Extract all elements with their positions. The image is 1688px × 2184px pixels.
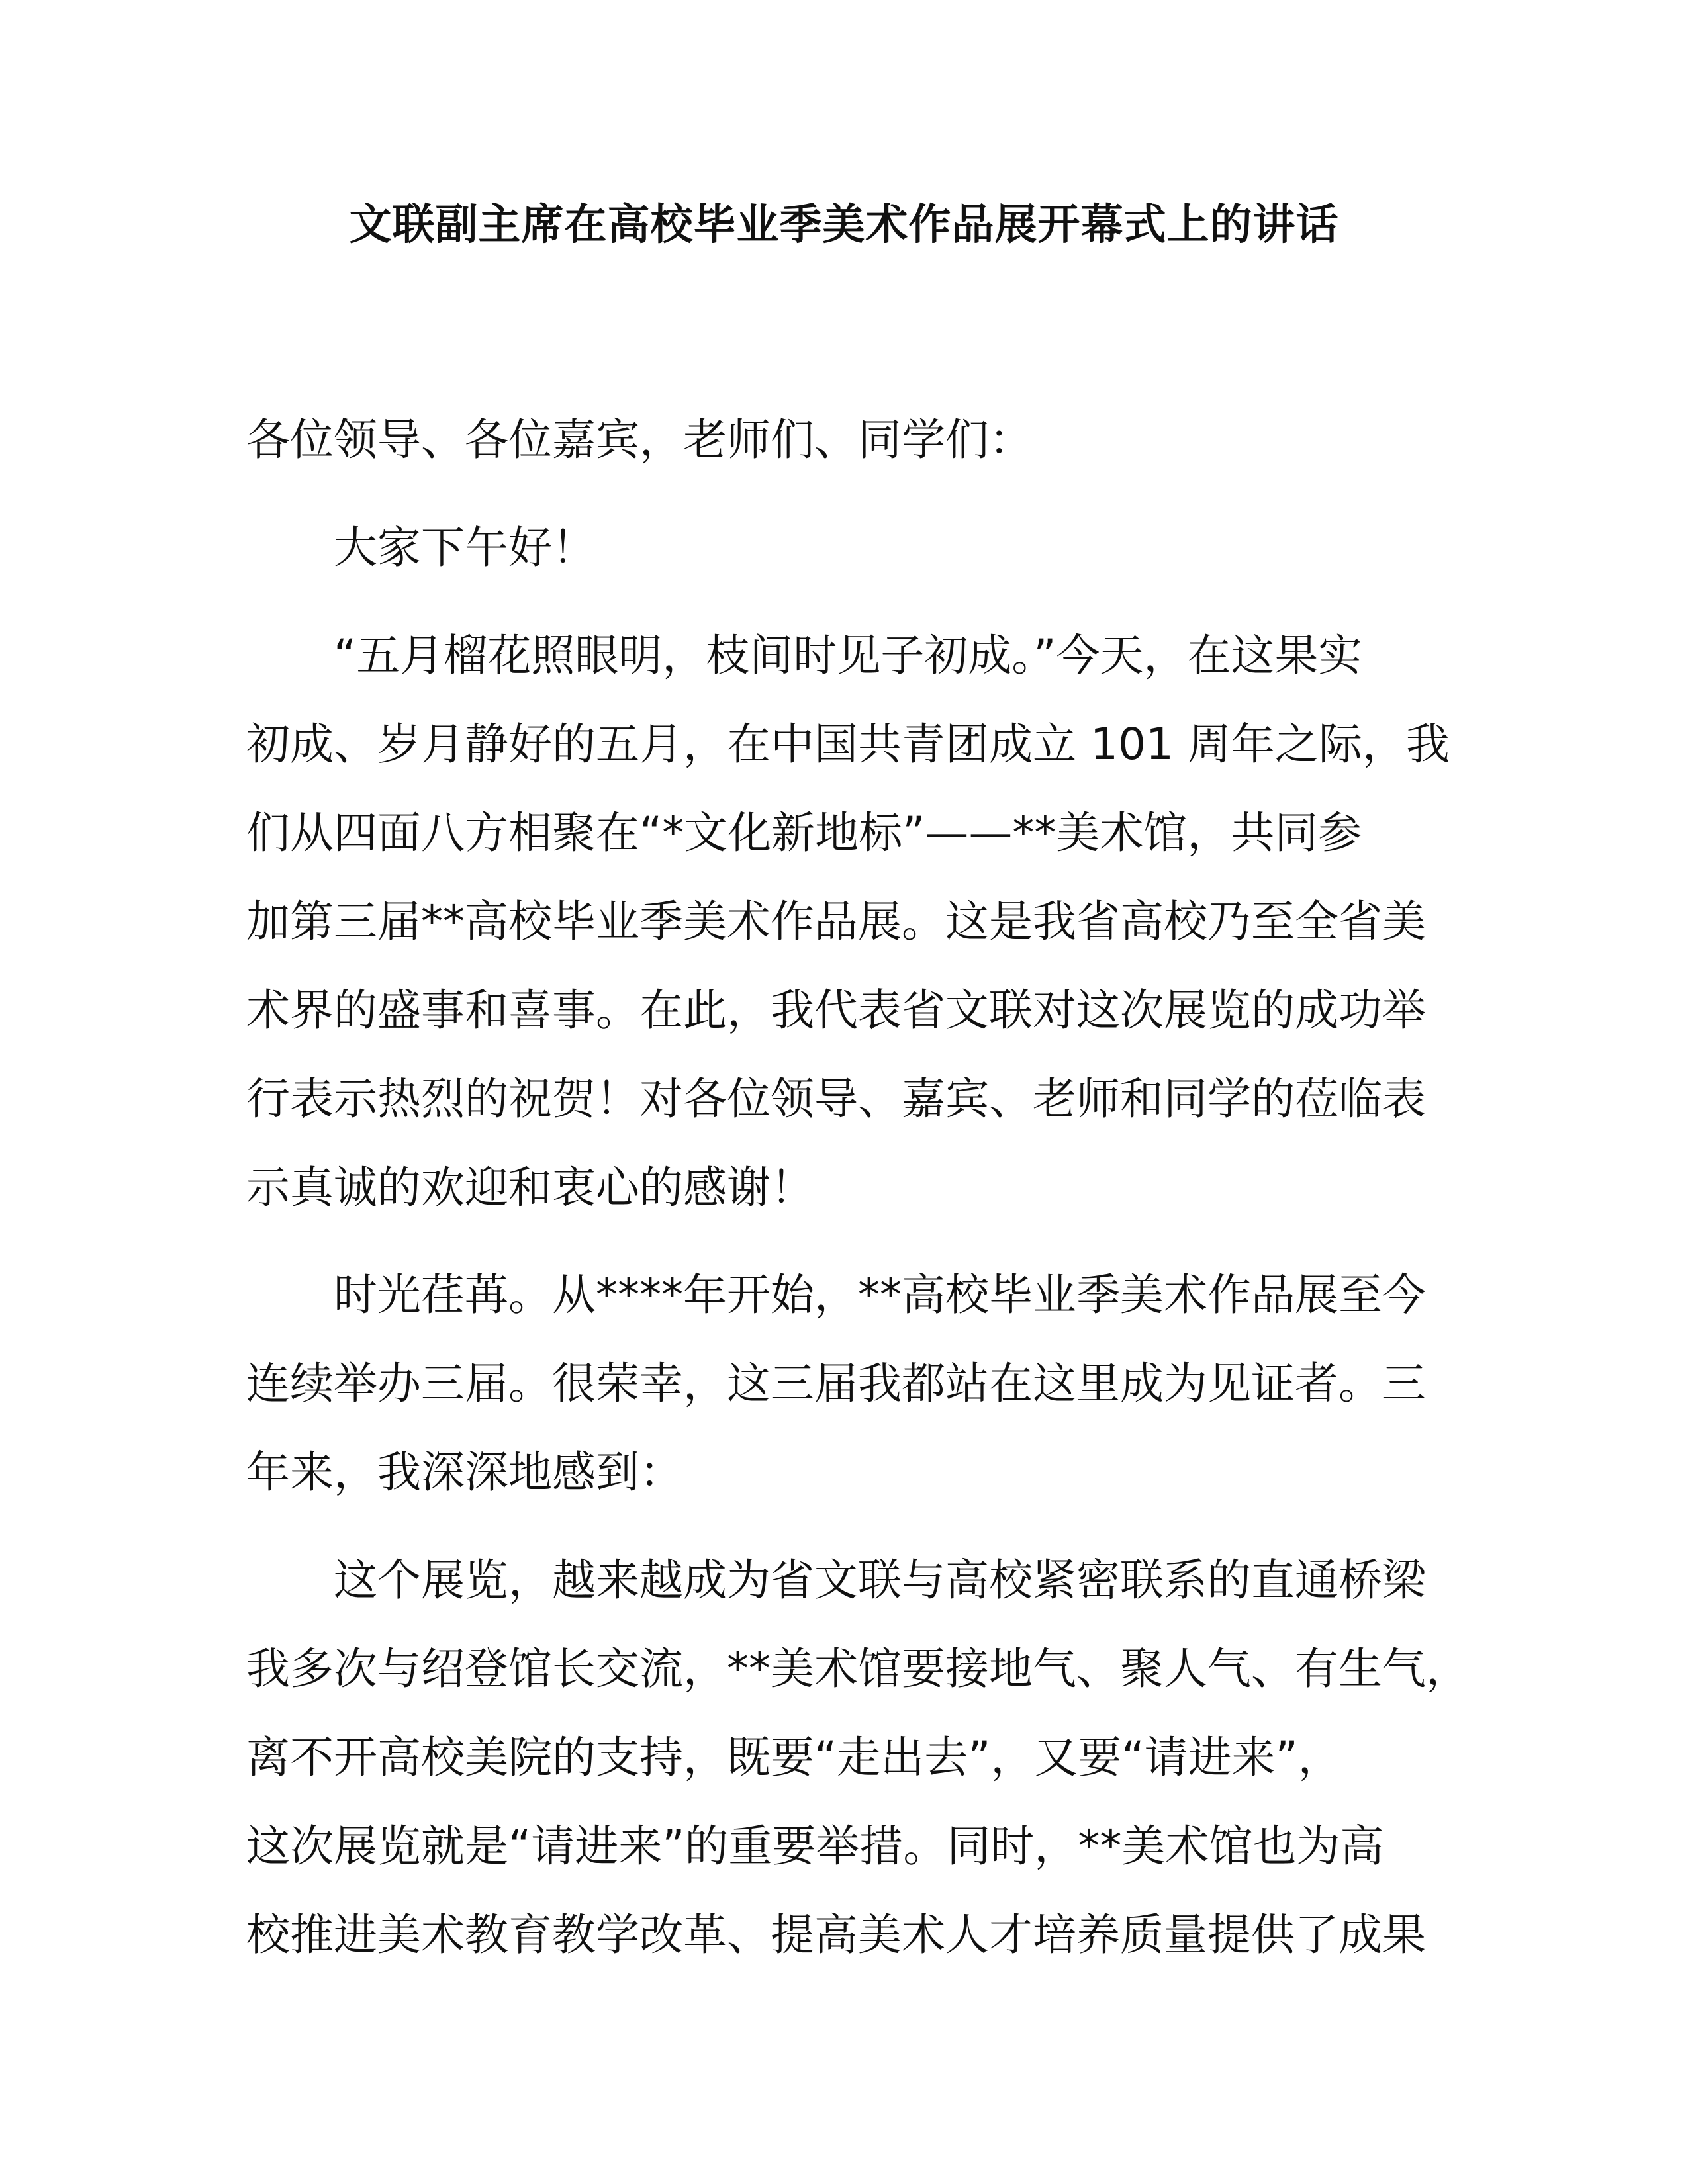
paragraph-1-line-4: 加第三届**高校毕业季美术作品展。这是我省高校乃至全省美 — [246, 896, 1426, 947]
paragraph-3-line-4: 这次展览就是“请进来”的重要举措。同时，**美术馆也为高 — [246, 1821, 1384, 1872]
paragraph-2-line-3: 年来，我深深地感到： — [246, 1447, 683, 1498]
paragraph-1-line-2: 初成、岁月静好的五月，在中国共青团成立 101 周年之际，我 — [246, 719, 1450, 770]
salutation-line: 各位领导、各位嘉宾，老师们、同学们： — [246, 414, 1033, 465]
paragraph-2-line-2: 连续举办三届。很荣幸，这三届我都站在这里成为见证者。三 — [246, 1358, 1426, 1409]
paragraph-1-line-6: 行表示热烈的祝贺！对各位领导、嘉宾、老师和同学的莅临表 — [246, 1073, 1426, 1124]
paragraph-1-line-3: 们从四面八方相聚在“*文化新地标”——**美术馆，共同参 — [246, 807, 1362, 858]
paragraph-3-line-3: 离不开高校美院的支持，既要“走出去”，又要“请进来”， — [246, 1732, 1342, 1783]
paragraph-2-line-1: 时光荏苒。从****年开始，**高校毕业季美术作品展至今 — [334, 1269, 1426, 1320]
paragraph-3-line-1: 这个展览，越来越成为省文联与高校紧密联系的直通桥梁 — [334, 1555, 1426, 1606]
greeting-line: 大家下午好！ — [334, 522, 596, 573]
paragraph-3-line-2: 我多次与绍登馆长交流，**美术馆要接地气、聚人气、有生气， — [246, 1643, 1470, 1694]
paragraph-1-line-7: 示真诚的欢迎和衷心的感谢！ — [246, 1162, 814, 1213]
document-title: 文联副主席在高校毕业季美术作品展开幕式上的讲话 — [349, 201, 1339, 250]
paragraph-1-line-1: “五月榴花照眼明，枝间时见子初成。”今天，在这果实 — [334, 630, 1362, 681]
paragraph-1-line-5: 术界的盛事和喜事。在此，我代表省文联对这次展览的成功举 — [246, 985, 1426, 1036]
paragraph-3-line-5: 校推进美术教育教学改革、提高美术人才培养质量提供了成果 — [246, 1909, 1426, 1960]
